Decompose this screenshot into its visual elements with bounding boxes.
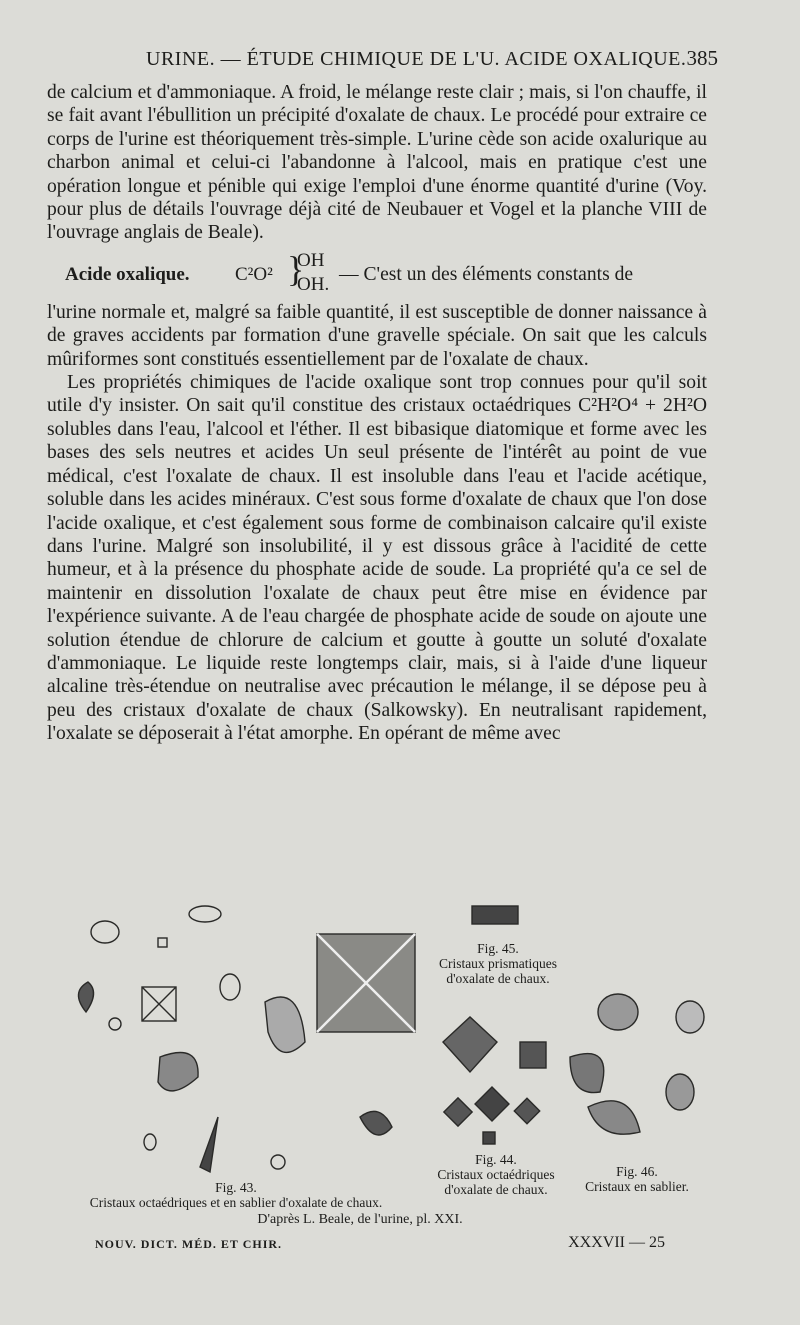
crystal-sablier-fig46-3 [570,1054,604,1093]
crystal-sablier-fig46-2 [676,1001,704,1033]
crystal-ring-4 [271,1155,285,1169]
fig44-title: Fig. 44. [475,1152,517,1167]
crystal-octahedron-fig44-3 [444,1098,472,1126]
figure-plate [40,892,720,1227]
crystal-needle-1 [200,1117,218,1172]
crystal-octahedron-fig44-4 [475,1087,509,1121]
crystal-sablier-fig46-1 [598,994,638,1030]
fig43-caption-block [40,1180,432,1210]
fig43-caption: Cristaux octaédriques et en sablier d'oxalate de chaux. [89,1195,383,1210]
page-number: 385 [686,46,718,70]
crystal-ring-2 [109,1018,121,1030]
body-text [47,81,707,746]
acide-oxalique-heading-line [47,245,707,301]
footer-left: NOUV. DICT. MÉD. ET CHIR. [95,1237,283,1251]
acide-oxalique-label: Acide oxalique. [65,263,190,285]
fig44-caption-block [432,1152,560,1197]
fig46-title: Fig. 46. [616,1164,658,1179]
fig45-caption-block [428,941,568,986]
crystal-sablier-fig46-4 [588,1101,640,1134]
fig45-caption: Cristaux prismatiques d'oxalate de chaux. [438,956,558,986]
fig46-caption: Cristaux en sablier. [585,1179,689,1194]
formula-oh-1: OH [297,249,325,271]
crystal-amorphous-1 [265,997,305,1052]
fig46-caption-block [567,1164,707,1194]
crystal-ring-3 [144,1134,156,1150]
figure-credit: D'après L. Beale, de l'urine, pl. XXI. [257,1212,463,1227]
crystal-octahedron-fig44-6 [483,1132,495,1144]
fig43-title: Fig. 43. [215,1180,257,1195]
crystal-ring-1 [220,974,240,1000]
crystal-octahedron-fig44-5 [514,1098,539,1123]
paragraph-1: de calcium et d'ammoniaque. A froid, le mélange reste clair ; mais, si l'on chauffe, il se fait avant l'ébullition un précipité d'oxalate de chaux. Le procédé pour extraire ce corps de l'urine est théoriquement très-simple. L'urine cède son acide oxalurique au charbon animal et celui-ci l'abandonne à l'alcool, mais en pratique c'est une opération longue et pénible qui exige l'emploi d'une énorme quantité d'urine (Voy. pour plus de détails l'ouvrage déjà cité de Neubauer et Vogel et la planche VIII de l'ouvrage anglais de Beale). [47,82,707,244]
acide-line-rest: — C'est un des éléments constants de [339,263,634,285]
crystal-dumbbell-1 [91,921,119,943]
formula-oh-2: OH. [297,273,330,295]
crystal-sablier-fig46-5 [666,1074,694,1110]
formula-brace: } [287,248,305,289]
crystal-sablier-1 [360,1111,392,1135]
footer-right: XXXVII — 25 [568,1234,665,1251]
crystal-octahedron-small-1 [158,938,167,947]
fig44-caption: Cristaux octaédriques d'oxalate de chaux. [437,1167,555,1197]
crystal-elongated-1 [78,982,93,1012]
running-title: URINE. — ÉTUDE CHIMIQUE DE L'U. ACIDE OXALIQUE. [146,48,687,70]
running-header [46,46,718,74]
crystal-cluster-1 [158,1053,198,1091]
crystal-prism [472,906,518,924]
crystal-octahedron-fig44-1 [443,1017,497,1072]
fig45-title: Fig. 45. [477,941,519,956]
crystal-oval-1 [189,906,221,922]
paragraph-3: Les propriétés chimiques de l'acide oxalique sont trop connues pour qu'il soit utile d'y insister. On sait qu'il constitue des cristaux octaédriques C²H²O⁴ + 2H²O solubles dans l'eau, l'alcool et l'éther. Il est bibasique diatomique et forme avec les bases des sels neutres et acides Un seul présente de l'intérêt au point de vue médical, c'est l'oxalate de chaux. Il est insoluble dans l'eau et l'acide acétique, soluble dans les acides minéraux. C'est sous forme d'oxalate de chaux que l'on dose l'acide oxalique, et c'est également sous forme de combinaison calcaire qu'il existe dans l'urine. Malgré son insolubilité, il y est dissous grâce à l'acidité de cette humeur, et à la présence du phosphate acide de soude. La propriété qu'a ce sel de maintenir en dissolution l'oxalate de chaux peut être mise en évidence par l'expérience suivante. A de l'eau chargée de phosphate acide de soude on ajoute une solution étendue de chlorure de calcium et goutte à goutte un soluté d'oxalate d'ammoniaque. Le liquide reste longtemps clair, mais, si à l'aide d'une liqueur alcaline très-étendue on neutralise avec précaution le mélange, il se dépose peu à peu des cristaux d'oxalate de chaux (Salkowsky). En neutralisant rapidement, l'oxalate se déposerait à l'état amorphe. En opérant de même avec [47,372,707,745]
paragraph-2: l'urine normale et, malgré sa faible quantité, il est susceptible de donner naissance à de graves accidents par formation d'une gravelle spéciale. On sait que les calculs mûriformes sont constitués essentiellement par de l'oxalate de chaux. [47,301,707,370]
acide-formula: C²O² [235,263,273,285]
crystal-octahedron-fig44-2 [520,1042,546,1068]
